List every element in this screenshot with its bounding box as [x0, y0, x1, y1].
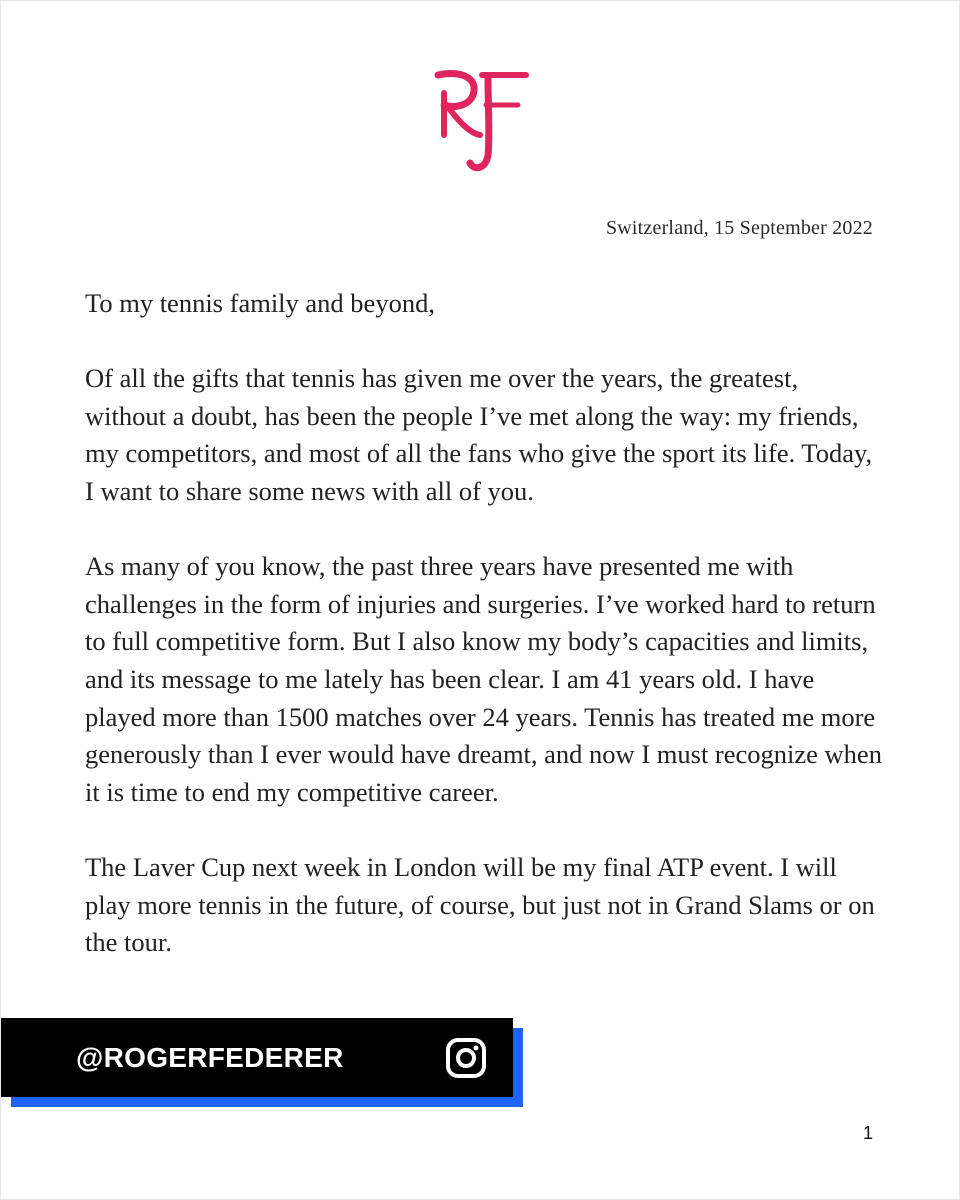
letter-date: Switzerland, 15 September 2022 — [605, 217, 873, 239]
letter-greeting: To my tennis family and beyond, — [85, 288, 435, 318]
letter-paragraph-3: The Laver Cup next week in London will be my final ATP event. I will play more tennis in the future, of course, but just not in Grand Slams or on the tour. — [85, 851, 875, 958]
page-number: 1 — [862, 1123, 873, 1143]
instagram-icon — [445, 1037, 487, 1079]
letter-paragraph-2: As many of you know, the past three years have presented me with challenges in the form of injuries and surgeries. I’ve worked hard to return to full competitive form. But I also know my body’s capacities and limits, and its message to me lately has been clear. I am 41 years old. I have played more than 1500 matches over 24 years. Tennis has treated me more generously than I ever would have dreamt, and now I must recognize when it is time to end my competitive career. — [85, 551, 882, 807]
rf-monogram-logo — [426, 65, 536, 177]
instagram-handle: @ROGERFEDERER — [76, 1042, 344, 1073]
letter-body — [85, 285, 885, 999]
letter-paragraph-1: Of all the gifts that tennis has given me over the years, the greatest, without a doubt, has been the people I’ve met along the way: my friends, my competitors, and most of all the fans who give the sport its life. Today, I want to share some news with all of you. — [85, 363, 873, 506]
